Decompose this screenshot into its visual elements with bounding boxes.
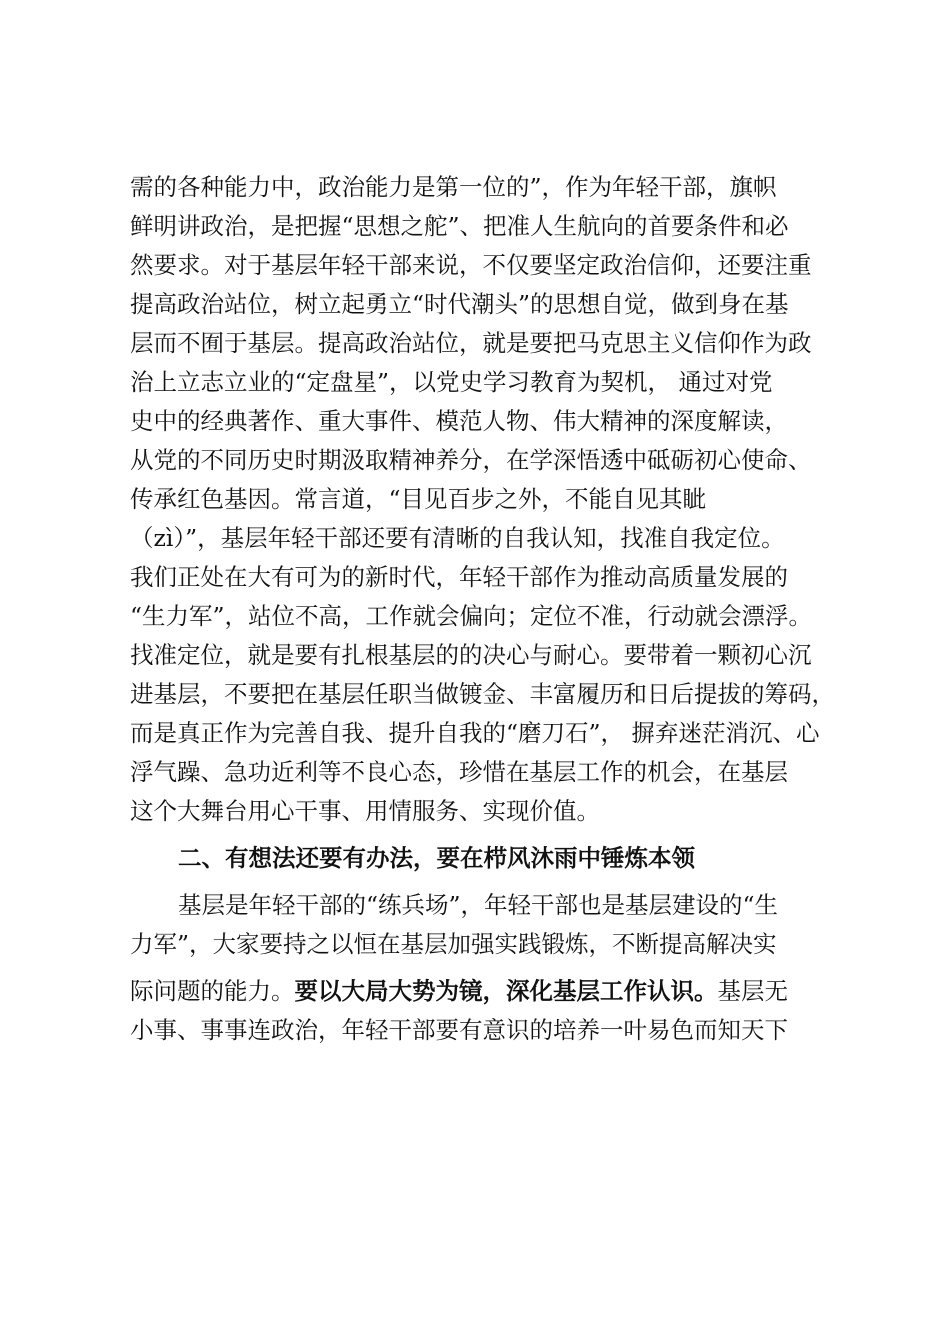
text-line: 进基层，不要把在基层任职当做镀金、丰富履历和日后提拔的筹码， bbox=[130, 680, 835, 708]
text-line: （zì）”，基层年轻干部还要有清晰的自我认知，找准自我定位。 bbox=[130, 524, 785, 552]
text-line: 而是真正作为完善自我、提升自我的“磨刀石”， 摒弃迷茫消沉、心 bbox=[130, 719, 820, 747]
section-heading: 二、有想法还要有办法，要在栉风沐雨中锤炼本领 bbox=[178, 844, 695, 872]
text-emphasis: 要以大局大势为镜，深化基层工作认识。 bbox=[294, 977, 718, 1005]
text-line: 这个大舞台用心干事、用情服务、实现价值。 bbox=[130, 797, 600, 825]
text-line: 我们正处在大有可为的新时代，年轻干部作为推动高质量发展的 bbox=[130, 563, 788, 591]
text-line: 基层是年轻干部的“练兵场”，年轻干部也是基层建设的“生 bbox=[178, 891, 779, 919]
text-normal: 际问题的能力。 bbox=[130, 977, 295, 1005]
text-normal: 基层无 bbox=[717, 977, 788, 1005]
text-line: 治上立志立业的“定盘星”，以党史学习教育为契机， 通过对党 bbox=[130, 368, 773, 396]
text-line: 浮气躁、急功近利等不良心态，珍惜在基层工作的机会，在基层 bbox=[130, 758, 788, 786]
text-line: 小事、事事连政治，年轻干部要有意识的培养一叶易色而知天下 bbox=[130, 1016, 788, 1044]
text-line: 力军”，大家要持之以恒在基层加强实践锻炼，不断提高解决实 bbox=[130, 930, 777, 958]
text-line: 从党的不同历史时期汲取精神养分，在学深悟透中砥砺初心使命、 bbox=[130, 446, 812, 474]
text-line: 需的各种能力中，政治能力是第一位的”，作为年轻干部，旗帜 bbox=[130, 173, 777, 201]
text-line: 史中的经典著作、重大事件、模范人物、伟大精神的深度解读， bbox=[130, 407, 788, 435]
text-line: 传承红色基因。常言道，“目见百步之外，不能自见其眦 bbox=[130, 485, 707, 513]
text-line: 提高政治站位，树立起勇立“时代潮头”的思想自觉，做到身在基 bbox=[130, 290, 789, 318]
text-line: “生力军”，站位不高，工作就会偏向；定位不准，行动就会漂浮。 bbox=[130, 602, 813, 630]
text-line bbox=[130, 976, 788, 1006]
text-line: 然要求。对于基层年轻干部来说，不仅要坚定政治信仰，还要注重 bbox=[130, 251, 812, 279]
text-line: 层而不囿于基层。提高政治站位，就是要把马克思主义信仰作为政 bbox=[130, 329, 812, 357]
text-line: 鲜明讲政治，是把握“思想之舵”、把准人生航向的首要条件和必 bbox=[130, 212, 789, 240]
text-line: 找准定位，就是要有扎根基层的的决心与耐心。要带着一颗初心沉 bbox=[130, 641, 812, 669]
